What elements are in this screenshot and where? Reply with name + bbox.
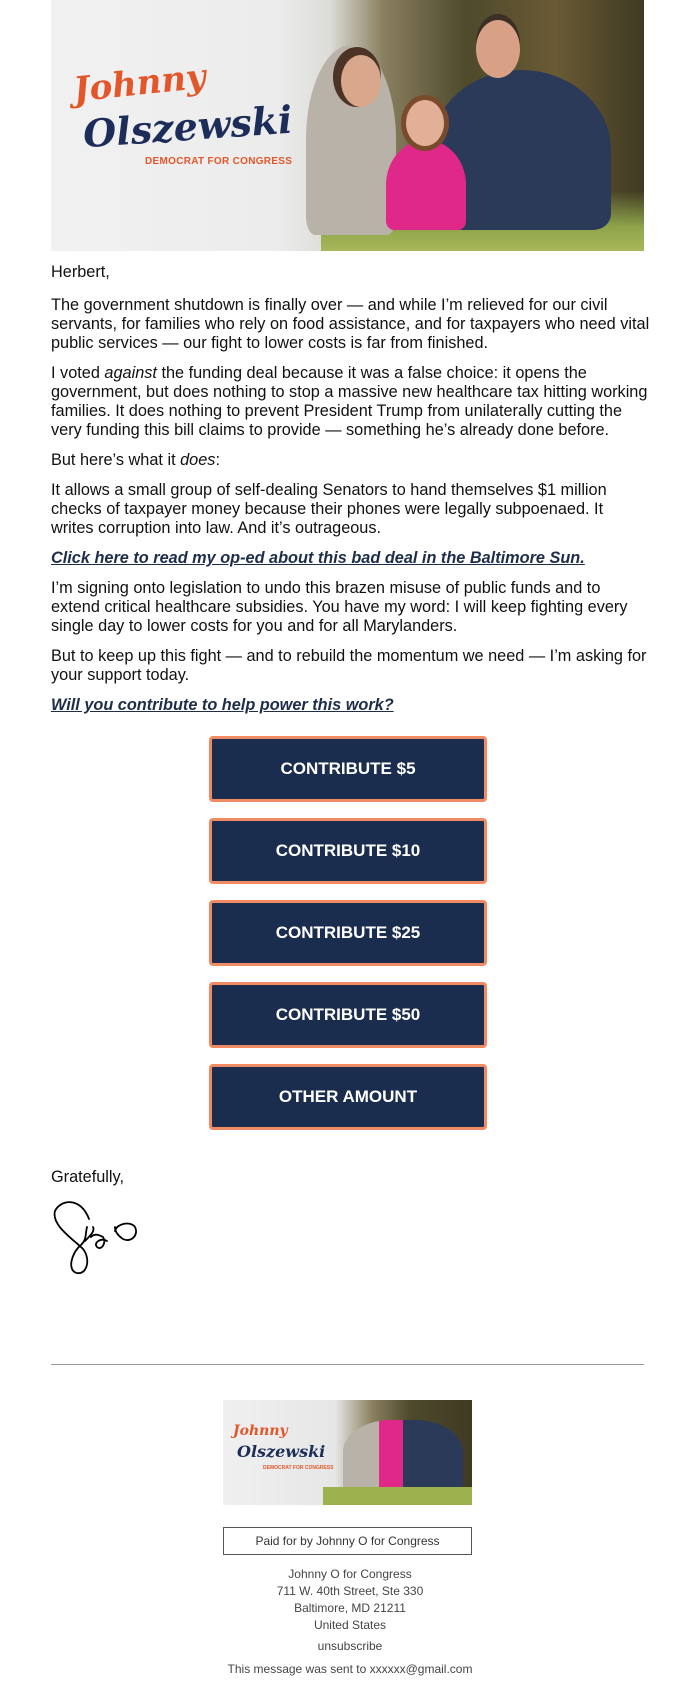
paragraph: The government shutdown is finally over — and while I’m relieved for our civil servants, for families who rely on food assistance, and for taxpayers who need vital public services — our fight to lower costs is far from finished.	[51, 296, 650, 352]
logo-last-name: Olszewski	[237, 1442, 326, 1461]
logo-last-name: Olszewski	[81, 96, 294, 157]
footer-org: Johnny O for Congress	[288, 1567, 412, 1581]
contribute-buttons	[51, 736, 650, 1130]
paragraph	[51, 364, 650, 440]
email-body	[51, 0, 650, 1277]
contribute-5-button[interactable]: CONTRIBUTE $5	[209, 736, 487, 802]
signature-image	[51, 1197, 161, 1277]
greeting: Herbert,	[51, 263, 110, 281]
footer-street: 711 W. 40th Street, Ste 330	[276, 1584, 424, 1598]
photo-man-head	[476, 20, 520, 78]
contribute-50-button[interactable]: CONTRIBUTE $50	[209, 982, 487, 1048]
photo-woman-head	[341, 55, 381, 107]
unsubscribe-link[interactable]: unsubscribe	[317, 1639, 383, 1653]
footer-logo	[233, 1422, 333, 1472]
logo-tagline: DEMOCRAT FOR CONGRESS	[263, 1465, 334, 1471]
logo-tagline: DEMOCRAT FOR CONGRESS	[145, 156, 293, 167]
emphasis: against	[104, 364, 157, 382]
text: the funding deal because it was a false choice: it opens the government, but does nothing to stop a massive new healthcare tax hitting working families. It does nothing to prevent President Trump from unilaterally cutting the very funding this bill claims to provide — something he’s already done before.	[51, 364, 648, 439]
oped-link[interactable]: Click here to read my op-ed about this bad deal in the Baltimore Sun.	[51, 549, 585, 567]
footer-unsubscribe	[0, 1639, 700, 1653]
campaign-logo	[73, 58, 293, 168]
photo-girl	[386, 140, 466, 230]
photo-girl-head	[406, 100, 444, 146]
grass	[323, 1487, 472, 1505]
footer-city: Baltimore, MD 21211	[294, 1601, 406, 1615]
sent-to-notice: This message was sent to xxxxxx@gmail.com	[227, 1662, 473, 1676]
footer-country: United States	[313, 1618, 387, 1632]
contribute-link[interactable]: Will you contribute to help power this work?	[51, 696, 394, 714]
logo-first-name: Johnny	[233, 1423, 288, 1439]
text: But here’s what it	[51, 451, 181, 469]
paid-for-disclaimer: Paid for by Johnny O for Congress	[223, 1527, 472, 1555]
contribute-25-button[interactable]: CONTRIBUTE $25	[209, 900, 487, 966]
divider	[51, 1364, 644, 1365]
emphasis: does	[180, 451, 216, 469]
paragraph	[51, 451, 650, 470]
paragraph: I’m signing onto legislation to undo this brazen misuse of public funds and to extend critical healthcare subsidies. You have my word: I will keep fighting every single day to lower costs for you and for all Marylanders.	[51, 579, 628, 635]
paragraph: It allows a small group of self-dealing Senators to hand themselves $1 million checks of taxpayer money because their phones were legally subpoenaed. It writes corruption into law. And it’s outrageous.	[51, 481, 607, 537]
closing: Gratefully,	[51, 1168, 124, 1186]
contribute-10-button[interactable]: CONTRIBUTE $10	[209, 818, 487, 884]
footer-banner-image	[223, 1400, 472, 1505]
paragraph: But to keep up this fight — and to rebuild the momentum we need — I’m asking for your support today.	[51, 647, 647, 684]
other-amount-button[interactable]: OTHER AMOUNT	[209, 1064, 487, 1130]
text: :	[215, 451, 220, 469]
header-banner-image	[51, 0, 644, 251]
logo-first-name: Johnny	[71, 56, 208, 111]
text: I voted	[51, 364, 105, 382]
footer-address	[0, 1566, 700, 1634]
